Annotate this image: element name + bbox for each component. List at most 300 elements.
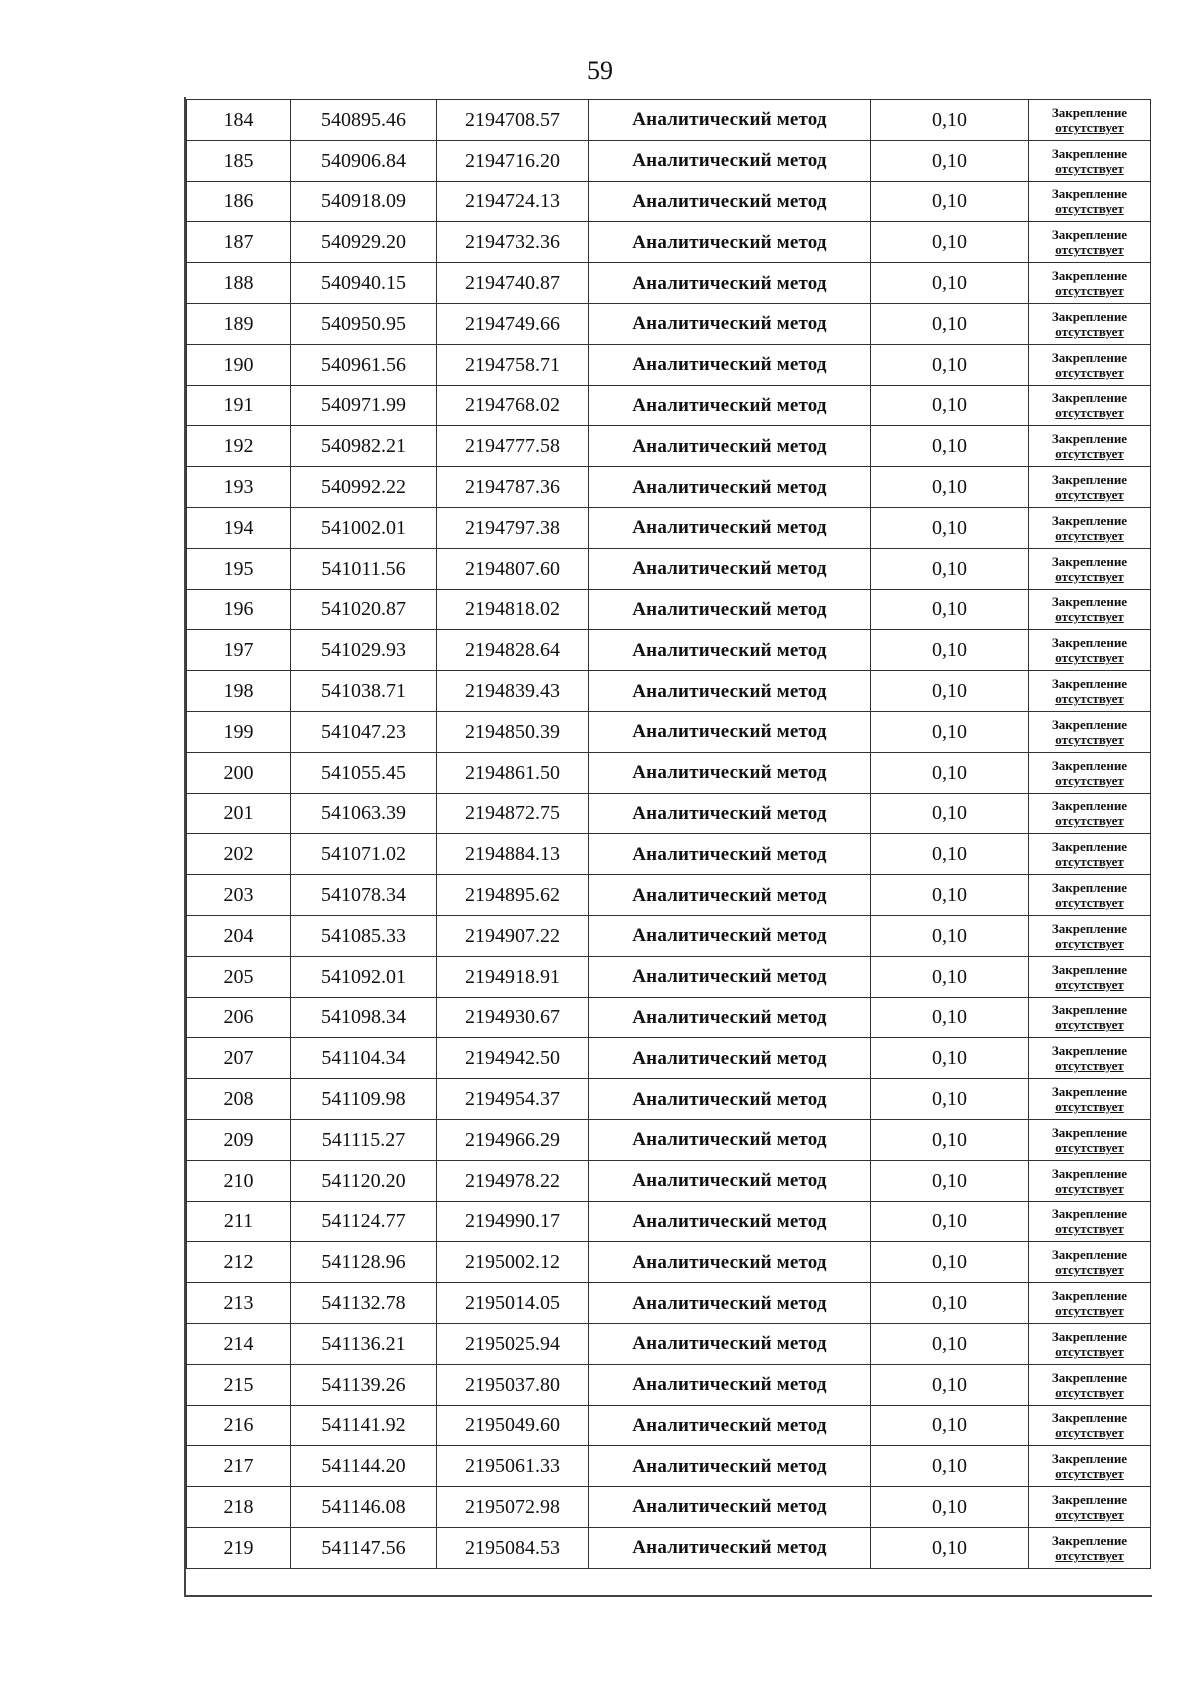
y-coordinate-cell: 2194818.02 (437, 589, 589, 630)
method-cell: Аналитический метод (589, 630, 871, 671)
x-coordinate-cell: 541109.98 (291, 1079, 437, 1120)
accuracy-cell: 0,10 (871, 100, 1029, 141)
method-cell: Аналитический метод (589, 303, 871, 344)
accuracy-cell: 0,10 (871, 507, 1029, 548)
fixing-note-line1: Закрепление (1051, 349, 1128, 365)
point-number-cell: 200 (187, 752, 291, 793)
fixing-note-cell (1029, 548, 1151, 589)
y-coordinate-cell: 2195084.53 (437, 1527, 589, 1568)
y-coordinate-cell: 2194907.22 (437, 915, 589, 956)
x-coordinate-cell: 541047.23 (291, 711, 437, 752)
fixing-note-line1: Закрепление (1051, 594, 1128, 610)
point-number-cell: 197 (187, 630, 291, 671)
fixing-note-line2: отсутствует (1055, 650, 1124, 666)
fixing-note-line2: отсутствует (1055, 609, 1124, 625)
accuracy-cell: 0,10 (871, 793, 1029, 834)
x-coordinate-cell: 541136.21 (291, 1323, 437, 1364)
y-coordinate-cell: 2194787.36 (437, 467, 589, 508)
fixing-note-line2: отсутствует (1055, 119, 1124, 135)
accuracy-cell: 0,10 (871, 1446, 1029, 1487)
table-row (187, 426, 1151, 467)
accuracy-cell: 0,10 (871, 834, 1029, 875)
x-coordinate-cell: 541146.08 (291, 1487, 437, 1528)
y-coordinate-cell: 2194954.37 (437, 1079, 589, 1120)
table-row (187, 1527, 1151, 1568)
fixing-note-line1: Закрепление (1051, 104, 1128, 120)
method-cell: Аналитический метод (589, 875, 871, 916)
fixing-note-line1: Закрепление (1051, 716, 1128, 732)
fixing-note-line1: Закрепление (1051, 512, 1128, 528)
x-coordinate-cell: 541092.01 (291, 956, 437, 997)
fixing-note-cell (1029, 997, 1151, 1038)
point-number-cell: 218 (187, 1487, 291, 1528)
y-coordinate-cell: 2194918.91 (437, 956, 589, 997)
accuracy-cell: 0,10 (871, 1283, 1029, 1324)
table-row (187, 589, 1151, 630)
x-coordinate-cell: 541120.20 (291, 1160, 437, 1201)
accuracy-cell: 0,10 (871, 1119, 1029, 1160)
method-cell: Аналитический метод (589, 1364, 871, 1405)
accuracy-cell: 0,10 (871, 181, 1029, 222)
fixing-note-cell (1029, 181, 1151, 222)
fixing-note-line2: отсутствует (1055, 323, 1124, 339)
table-row (187, 140, 1151, 181)
point-number-cell: 193 (187, 467, 291, 508)
y-coordinate-cell: 2195037.80 (437, 1364, 589, 1405)
table-row (187, 507, 1151, 548)
table-row (187, 100, 1151, 141)
y-coordinate-cell: 2194768.02 (437, 385, 589, 426)
fixing-note-line1: Закрепление (1051, 553, 1128, 569)
table-row (187, 181, 1151, 222)
method-cell: Аналитический метод (589, 1405, 871, 1446)
y-coordinate-cell: 2194990.17 (437, 1201, 589, 1242)
point-number-cell: 219 (187, 1527, 291, 1568)
accuracy-cell: 0,10 (871, 1323, 1029, 1364)
fixing-note-cell (1029, 671, 1151, 712)
y-coordinate-cell: 2195049.60 (437, 1405, 589, 1446)
method-cell: Аналитический метод (589, 548, 871, 589)
method-cell: Аналитический метод (589, 1283, 871, 1324)
fixing-note-cell (1029, 507, 1151, 548)
fixing-note-line1: Закрепление (1051, 472, 1128, 488)
accuracy-cell: 0,10 (871, 140, 1029, 181)
table-row (187, 303, 1151, 344)
x-coordinate-cell: 541132.78 (291, 1283, 437, 1324)
accuracy-cell: 0,10 (871, 630, 1029, 671)
method-cell: Аналитический метод (589, 385, 871, 426)
point-number-cell: 206 (187, 997, 291, 1038)
method-cell: Аналитический метод (589, 222, 871, 263)
accuracy-cell: 0,10 (871, 671, 1029, 712)
accuracy-cell: 0,10 (871, 1242, 1029, 1283)
point-number-cell: 212 (187, 1242, 291, 1283)
point-number-cell: 203 (187, 875, 291, 916)
y-coordinate-cell: 2194749.66 (437, 303, 589, 344)
y-coordinate-cell: 2195014.05 (437, 1283, 589, 1324)
fixing-note-cell (1029, 222, 1151, 263)
table-row (187, 793, 1151, 834)
y-coordinate-cell: 2195061.33 (437, 1446, 589, 1487)
fixing-note-cell (1029, 385, 1151, 426)
point-number-cell: 184 (187, 100, 291, 141)
fixing-note-line2: отсутствует (1055, 895, 1124, 911)
table-row (187, 630, 1151, 671)
fixing-note-cell (1029, 1038, 1151, 1079)
x-coordinate-cell: 540992.22 (291, 467, 437, 508)
method-cell: Аналитический метод (589, 997, 871, 1038)
table-row (187, 956, 1151, 997)
page-number: 59 (587, 56, 613, 85)
x-coordinate-cell: 540950.95 (291, 303, 437, 344)
method-cell: Аналитический метод (589, 711, 871, 752)
point-number-cell: 199 (187, 711, 291, 752)
y-coordinate-cell: 2194978.22 (437, 1160, 589, 1201)
fixing-note-line2: отсутствует (1055, 1547, 1124, 1563)
fixing-note-cell (1029, 1364, 1151, 1405)
fixing-note-line1: Закрепление (1051, 1206, 1128, 1222)
method-cell: Аналитический метод (589, 956, 871, 997)
point-number-cell: 211 (187, 1201, 291, 1242)
point-number-cell: 189 (187, 303, 291, 344)
table-row (187, 222, 1151, 263)
method-cell: Аналитический метод (589, 1487, 871, 1528)
y-coordinate-cell: 2194872.75 (437, 793, 589, 834)
table-row (187, 344, 1151, 385)
fixing-note-cell (1029, 263, 1151, 304)
accuracy-cell: 0,10 (871, 1364, 1029, 1405)
point-number-cell: 185 (187, 140, 291, 181)
fixing-note-line2: отсутствует (1055, 1139, 1124, 1155)
y-coordinate-cell: 2194716.20 (437, 140, 589, 181)
fixing-note-cell (1029, 426, 1151, 467)
y-coordinate-cell: 2194850.39 (437, 711, 589, 752)
fixing-note-cell (1029, 630, 1151, 671)
fixing-note-line1: Закрепление (1051, 145, 1128, 161)
fixing-note-cell (1029, 711, 1151, 752)
fixing-note-cell (1029, 467, 1151, 508)
point-number-cell: 186 (187, 181, 291, 222)
table-row (187, 1283, 1151, 1324)
table-row (187, 263, 1151, 304)
fixing-note-line2: отсутствует (1055, 1343, 1124, 1359)
table-row (187, 467, 1151, 508)
point-number-cell: 209 (187, 1119, 291, 1160)
y-coordinate-cell: 2194942.50 (437, 1038, 589, 1079)
method-cell: Аналитический метод (589, 793, 871, 834)
accuracy-cell: 0,10 (871, 222, 1029, 263)
point-number-cell: 217 (187, 1446, 291, 1487)
fixing-note-cell (1029, 1079, 1151, 1120)
y-coordinate-cell: 2194758.71 (437, 344, 589, 385)
fixing-note-line1: Закрепление (1051, 308, 1128, 324)
fixing-note-line2: отсутствует (1055, 976, 1124, 992)
method-cell: Аналитический метод (589, 752, 871, 793)
table-row (187, 1364, 1151, 1405)
y-coordinate-cell: 2195002.12 (437, 1242, 589, 1283)
fixing-note-cell (1029, 1446, 1151, 1487)
fixing-note-line2: отсутствует (1055, 487, 1124, 503)
point-number-cell: 201 (187, 793, 291, 834)
x-coordinate-cell: 541063.39 (291, 793, 437, 834)
table-row (187, 1487, 1151, 1528)
fixing-note-line1: Закрепление (1051, 1124, 1128, 1140)
y-coordinate-cell: 2194807.60 (437, 548, 589, 589)
table-row (187, 711, 1151, 752)
method-cell: Аналитический метод (589, 1527, 871, 1568)
x-coordinate-cell: 541147.56 (291, 1527, 437, 1568)
y-coordinate-cell: 2194732.36 (437, 222, 589, 263)
fixing-note-line2: отсутствует (1055, 1058, 1124, 1074)
fixing-note-line2: отсутствует (1055, 1017, 1124, 1033)
accuracy-cell: 0,10 (871, 1405, 1029, 1446)
accuracy-cell: 0,10 (871, 875, 1029, 916)
fixing-note-line2: отсутствует (1055, 1180, 1124, 1196)
fixing-note-line1: Закрепление (1051, 757, 1128, 773)
fixing-note-cell (1029, 344, 1151, 385)
y-coordinate-cell: 2194740.87 (437, 263, 589, 304)
accuracy-cell: 0,10 (871, 548, 1029, 589)
fixing-note-line2: отсутствует (1055, 364, 1124, 380)
method-cell: Аналитический метод (589, 344, 871, 385)
accuracy-cell: 0,10 (871, 1160, 1029, 1201)
x-coordinate-cell: 541085.33 (291, 915, 437, 956)
fixing-note-line2: отсутствует (1055, 1303, 1124, 1318)
fixing-note-line1: Закрепление (1051, 635, 1128, 651)
table-row (187, 1201, 1151, 1242)
fixing-note-line2: отсутствует (1055, 772, 1124, 788)
fixing-note-line1: Закрепление (1051, 1247, 1128, 1263)
table-row (187, 752, 1151, 793)
point-number-cell: 213 (187, 1283, 291, 1324)
fixing-note-line1: Закрепление (1051, 431, 1128, 447)
fixing-note-line2: отсутствует (1055, 283, 1124, 299)
point-number-cell: 195 (187, 548, 291, 589)
accuracy-cell: 0,10 (871, 711, 1029, 752)
fixing-note-cell (1029, 834, 1151, 875)
accuracy-cell: 0,10 (871, 1527, 1029, 1568)
point-number-cell: 210 (187, 1160, 291, 1201)
x-coordinate-cell: 540895.46 (291, 100, 437, 141)
fixing-note-cell (1029, 1283, 1151, 1324)
fixing-note-line1: Закрепление (1051, 268, 1128, 284)
point-number-cell: 188 (187, 263, 291, 304)
fixing-note-line1: Закрепление (1051, 676, 1128, 692)
y-coordinate-cell: 2194895.62 (437, 875, 589, 916)
x-coordinate-cell: 541055.45 (291, 752, 437, 793)
table-row (187, 1160, 1151, 1201)
fixing-note-line1: Закрепление (1051, 1369, 1128, 1385)
x-coordinate-cell: 540940.15 (291, 263, 437, 304)
point-number-cell: 202 (187, 834, 291, 875)
fixing-note-line2: отсутствует (1055, 1099, 1124, 1115)
accuracy-cell: 0,10 (871, 915, 1029, 956)
fixing-note-line1: Закрепление (1051, 1288, 1128, 1303)
y-coordinate-cell: 2194828.64 (437, 630, 589, 671)
y-coordinate-cell: 2195072.98 (437, 1487, 589, 1528)
y-coordinate-cell: 2194861.50 (437, 752, 589, 793)
fixing-note-cell (1029, 1242, 1151, 1283)
x-coordinate-cell: 541020.87 (291, 589, 437, 630)
fixing-note-line2: отсутствует (1055, 527, 1124, 543)
fixing-note-line1: Закрепление (1051, 1410, 1128, 1426)
point-number-cell: 204 (187, 915, 291, 956)
x-coordinate-cell: 541038.71 (291, 671, 437, 712)
table-row (187, 997, 1151, 1038)
fixing-note-line1: Закрепление (1051, 1328, 1128, 1344)
method-cell: Аналитический метод (589, 1038, 871, 1079)
y-coordinate-cell: 2194724.13 (437, 181, 589, 222)
x-coordinate-cell: 541011.56 (291, 548, 437, 589)
method-cell: Аналитический метод (589, 467, 871, 508)
method-cell: Аналитический метод (589, 140, 871, 181)
method-cell: Аналитический метод (589, 1201, 871, 1242)
fixing-note-cell (1029, 1487, 1151, 1528)
fixing-note-cell (1029, 915, 1151, 956)
x-coordinate-cell: 541071.02 (291, 834, 437, 875)
accuracy-cell: 0,10 (871, 752, 1029, 793)
method-cell: Аналитический метод (589, 1079, 871, 1120)
method-cell: Аналитический метод (589, 671, 871, 712)
method-cell: Аналитический метод (589, 834, 871, 875)
point-number-cell: 215 (187, 1364, 291, 1405)
point-number-cell: 214 (187, 1323, 291, 1364)
table-row (187, 1079, 1151, 1120)
accuracy-cell: 0,10 (871, 303, 1029, 344)
fixing-note-line1: Закрепление (1051, 1451, 1128, 1467)
x-coordinate-cell: 541144.20 (291, 1446, 437, 1487)
point-number-cell: 216 (187, 1405, 291, 1446)
fixing-note-line2: отсутствует (1055, 813, 1124, 829)
fixing-note-line2: отсутствует (1055, 691, 1124, 707)
fixing-note-cell (1029, 752, 1151, 793)
method-cell: Аналитический метод (589, 100, 871, 141)
accuracy-cell: 0,10 (871, 1201, 1029, 1242)
fixing-note-line1: Закрепление (1051, 961, 1128, 977)
accuracy-cell: 0,10 (871, 1079, 1029, 1120)
point-number-cell: 198 (187, 671, 291, 712)
accuracy-cell: 0,10 (871, 344, 1029, 385)
fixing-note-line1: Закрепление (1051, 1491, 1128, 1507)
x-coordinate-cell: 541002.01 (291, 507, 437, 548)
fixing-note-cell (1029, 303, 1151, 344)
table-row (187, 1242, 1151, 1283)
fixing-note-cell (1029, 956, 1151, 997)
point-number-cell: 207 (187, 1038, 291, 1079)
fixing-note-line2: отсутствует (1055, 1262, 1124, 1278)
fixing-note-line1: Закрепление (1051, 390, 1128, 406)
fixing-note-cell (1029, 140, 1151, 181)
method-cell: Аналитический метод (589, 589, 871, 630)
y-coordinate-cell: 2195025.94 (437, 1323, 589, 1364)
y-coordinate-cell: 2194708.57 (437, 100, 589, 141)
fixing-note-line2: отсутствует (1055, 405, 1124, 421)
fixing-note-cell (1029, 1527, 1151, 1568)
table-row (187, 915, 1151, 956)
accuracy-cell: 0,10 (871, 589, 1029, 630)
fixing-note-line2: отсутствует (1055, 1506, 1124, 1522)
fixing-note-line1: Закрепление (1051, 1532, 1128, 1548)
coordinates-table (186, 99, 1151, 1569)
table-row (187, 1323, 1151, 1364)
x-coordinate-cell: 541139.26 (291, 1364, 437, 1405)
x-coordinate-cell: 540906.84 (291, 140, 437, 181)
x-coordinate-cell: 540961.56 (291, 344, 437, 385)
x-coordinate-cell: 540929.20 (291, 222, 437, 263)
point-number-cell: 191 (187, 385, 291, 426)
fixing-note-line1: Закрепление (1051, 1043, 1128, 1059)
fixing-note-line1: Закрепление (1051, 880, 1128, 896)
table-row (187, 1038, 1151, 1079)
method-cell: Аналитический метод (589, 1160, 871, 1201)
method-cell: Аналитический метод (589, 915, 871, 956)
method-cell: Аналитический метод (589, 426, 871, 467)
fixing-note-line1: Закрепление (1051, 1002, 1128, 1018)
method-cell: Аналитический метод (589, 507, 871, 548)
fixing-note-line2: отсутствует (1055, 1384, 1124, 1400)
method-cell: Аналитический метод (589, 263, 871, 304)
fixing-note-cell (1029, 1160, 1151, 1201)
fixing-note-cell (1029, 875, 1151, 916)
table-row (187, 1119, 1151, 1160)
fixing-note-cell (1029, 589, 1151, 630)
table-row (187, 548, 1151, 589)
fixing-note-line2: отсутствует (1055, 854, 1124, 870)
fixing-note-line1: Закрепление (1051, 227, 1128, 243)
fixing-note-line2: отсутствует (1055, 1221, 1124, 1237)
method-cell: Аналитический метод (589, 1119, 871, 1160)
fixing-note-line1: Закрепление (1051, 1165, 1128, 1181)
method-cell: Аналитический метод (589, 1446, 871, 1487)
point-number-cell: 194 (187, 507, 291, 548)
fixing-note-line1: Закрепление (1051, 1084, 1128, 1100)
fixing-note-line2: отсутствует (1055, 160, 1124, 176)
accuracy-cell: 0,10 (871, 997, 1029, 1038)
y-coordinate-cell: 2194966.29 (437, 1119, 589, 1160)
fixing-note-line2: отсутствует (1055, 201, 1124, 217)
fixing-note-line1: Закрепление (1051, 839, 1128, 855)
fixing-note-line1: Закрепление (1051, 920, 1128, 936)
x-coordinate-cell: 541115.27 (291, 1119, 437, 1160)
x-coordinate-cell: 541141.92 (291, 1405, 437, 1446)
fixing-note-line2: отсутствует (1055, 935, 1124, 951)
point-number-cell: 208 (187, 1079, 291, 1120)
x-coordinate-cell: 541128.96 (291, 1242, 437, 1283)
accuracy-cell: 0,10 (871, 426, 1029, 467)
x-coordinate-cell: 541104.34 (291, 1038, 437, 1079)
y-coordinate-cell: 2194777.58 (437, 426, 589, 467)
table-row (187, 875, 1151, 916)
fixing-note-cell (1029, 1201, 1151, 1242)
x-coordinate-cell: 541029.93 (291, 630, 437, 671)
fixing-note-cell (1029, 1323, 1151, 1364)
y-coordinate-cell: 2194797.38 (437, 507, 589, 548)
x-coordinate-cell: 541124.77 (291, 1201, 437, 1242)
x-coordinate-cell: 540918.09 (291, 181, 437, 222)
coordinates-table-body (187, 100, 1151, 1569)
table-row (187, 834, 1151, 875)
fixing-note-line2: отсутствует (1055, 242, 1124, 258)
fixing-note-line2: отсутствует (1055, 446, 1124, 462)
point-number-cell: 190 (187, 344, 291, 385)
y-coordinate-cell: 2194930.67 (437, 997, 589, 1038)
fixing-note-line2: отсутствует (1055, 1466, 1124, 1482)
fixing-note-line2: отсутствует (1055, 568, 1124, 584)
point-number-cell: 196 (187, 589, 291, 630)
accuracy-cell: 0,10 (871, 1038, 1029, 1079)
x-coordinate-cell: 541098.34 (291, 997, 437, 1038)
accuracy-cell: 0,10 (871, 385, 1029, 426)
